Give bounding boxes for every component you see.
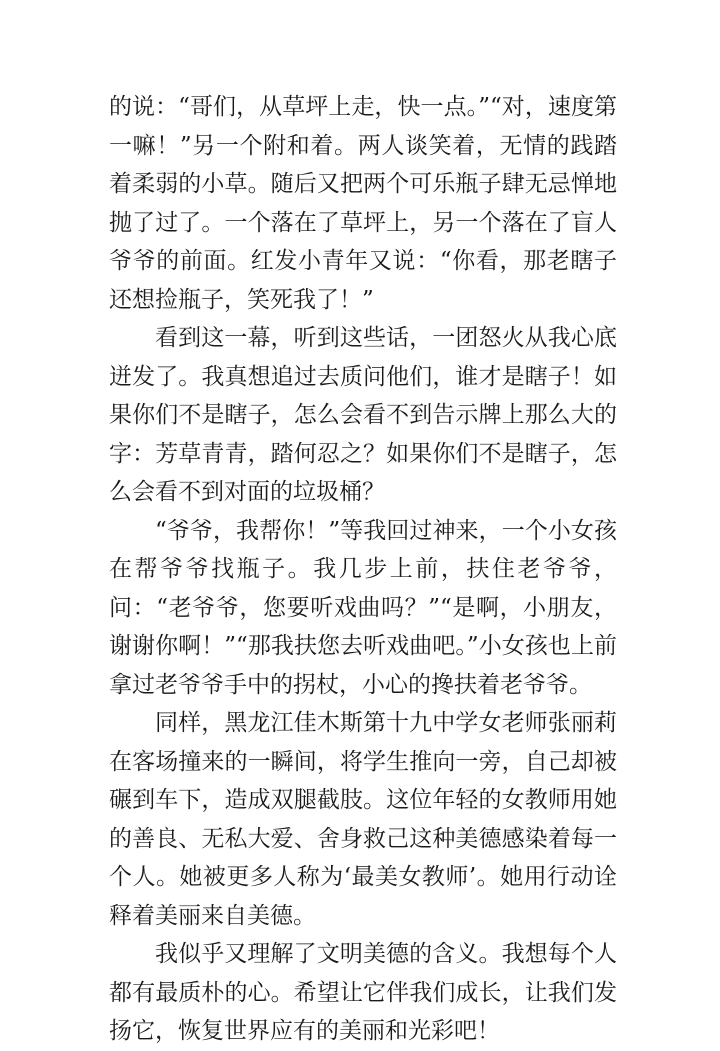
paragraph-1: 的说：“哥们，从草坪上走，快一点。”“对，速度第一嘛！”另一个附和着。两人谈笑着，无情的践踏着柔弱的小草。随后又把两个可乐瓶子肆无忌惮地抛了过了。一个落在了草坪上，另一个落在了盲人爷爷的前面。红发小青年又说：“你看，那老瞎子还想捡瓶子，笑死我了！”	[109, 94, 617, 313]
paragraph-4: 同样，黑龙江佳木斯第十九中学女老师张丽莉在客场撞来的一瞬间，将学生推向一旁，自己却被碾到车下，造成双腿截肢。这位年轻的女教师用她的善良、无私大爱、舍身救己这种美德感染着每一个人。她被更多人称为‘最美女教师’。她用行动诠释着美丽来自美德。	[109, 710, 617, 929]
paragraph-5: 我似乎又理解了文明美德的含义。我想每个人都有最质朴的心。希望让它伴我们成长，让我们发扬它，恢复世界应有的美丽和光彩吧！	[109, 941, 617, 1044]
paragraph-3: “爷爷，我帮你！”等我回过神来，一个小女孩在帮爷爷找瓶子。我几步上前，扶住老爷爷，问：“老爷爷，您要听戏曲吗？”“是啊，小朋友，谢谢你啊！”“那我扶您去听戏曲吧。”小女孩也上前拿过老爷爷手中的拐杖，小心的搀扶着老爷爷。	[109, 517, 617, 698]
paragraph-2: 看到这一幕，听到这些话，一团怒火从我心底迸发了。我真想追过去质问他们，谁才是瞎子！如果你们不是瞎子，怎么会看不到告示牌上那么大的字：芳草青青，踏何忍之？如果你们不是瞎子，怎么会看不到对面的垃圾桶？	[109, 325, 617, 505]
essay-body	[109, 88, 617, 1051]
